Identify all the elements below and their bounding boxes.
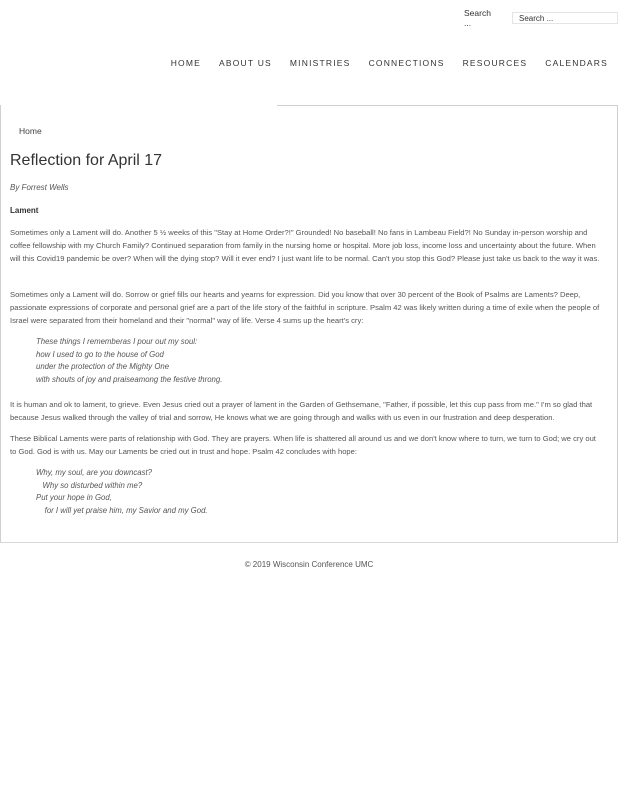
verse-line: Put your hope in God, (36, 493, 112, 503)
section-heading: Lament (10, 206, 39, 215)
verse-line: Why, my soul, are you downcast? (36, 468, 152, 477)
nav-about-us[interactable]: ABOUT US (219, 58, 272, 68)
footer-copyright: © 2019 Wisconsin Conference UMC (244, 560, 374, 569)
verse-block-1 (36, 336, 222, 387)
search-area (464, 8, 618, 28)
verse-line: how I used to go to the house of God (36, 349, 164, 359)
nav-ministries[interactable]: MINISTRIES (289, 58, 351, 68)
search-label: Search ... (464, 8, 491, 28)
nav-calendars[interactable]: CALENDARS (545, 58, 608, 68)
verse-line: Why so disturbed within me? (36, 480, 143, 490)
verse-line: These things I rememberas I pour out my soul: (36, 337, 198, 346)
byline: By Forrest Wells (10, 183, 69, 192)
verse-line: under the protection of the Mighty One (36, 362, 170, 372)
breadcrumb-home[interactable]: Home (19, 126, 42, 136)
search-input[interactable] (512, 12, 618, 24)
main-nav (153, 58, 608, 68)
verse-block-2 (36, 467, 208, 518)
nav-home[interactable]: HOME (170, 58, 201, 68)
page-title: Reflection for April 17 (10, 152, 163, 169)
article-paragraph-2: Sometimes only a Lament will do. Sorrow or grief fills our hearts and yearns for expression. Did you know that over 30 percent of the Book of Psalms are Laments? Deep, passionate expressions of corporate and personal grief are a part of the life story of the faithful in scripture. Psalm 42 was likely written during a time of exile when the people of Israel were separated from their homeland and their "normal" way of life. Verse 4 sums up the heart's cry: (10, 290, 600, 325)
verse-line: for I will yet praise him, my Savior and my God. (36, 506, 208, 516)
verse-line: with shouts of joy and praiseamong the festive throng. (36, 375, 223, 385)
article-paragraph-4: These Biblical Laments were parts of relationship with God. They are prayers. When life is shattered all around us and we don't know where to turn, we turn to God; we cry out to God. God is with us. May our Laments be cried out in trust and hope. Psalm 42 concludes with hope: (10, 434, 596, 456)
article-paragraph-3: It is human and ok to lament, to grieve. Even Jesus cried out a prayer of lament in the Garden of Gethsemane, "Father, if possible, let this cup pass from me." I'm so glad that because Jesus walked through the valley of trial and sorrow, He knows what we are going through and walks with us even in our frustration and deep desperation. (10, 400, 593, 422)
article-paragraph-1: Sometimes only a Lament will do. Another 5 ½ weeks of this "Stay at Home Order?!" Grounded! No baseball! No fans in Lambeau Field?! No Sunday in-person worship and coffee fellowship with my Church Family? Continued separation from family in the nursing home or hospital. More job loss, income loss and uncertainty about the future. When will this Covid19 pandemic be over? When will the dying stop? Will it ever end? I just want life to be normal. Can't you stop this God? Please just take us back to the way it was. (10, 228, 600, 263)
nav-connections[interactable]: CONNECTIONS (368, 58, 445, 68)
nav-resources[interactable]: RESOURCES (462, 58, 528, 68)
